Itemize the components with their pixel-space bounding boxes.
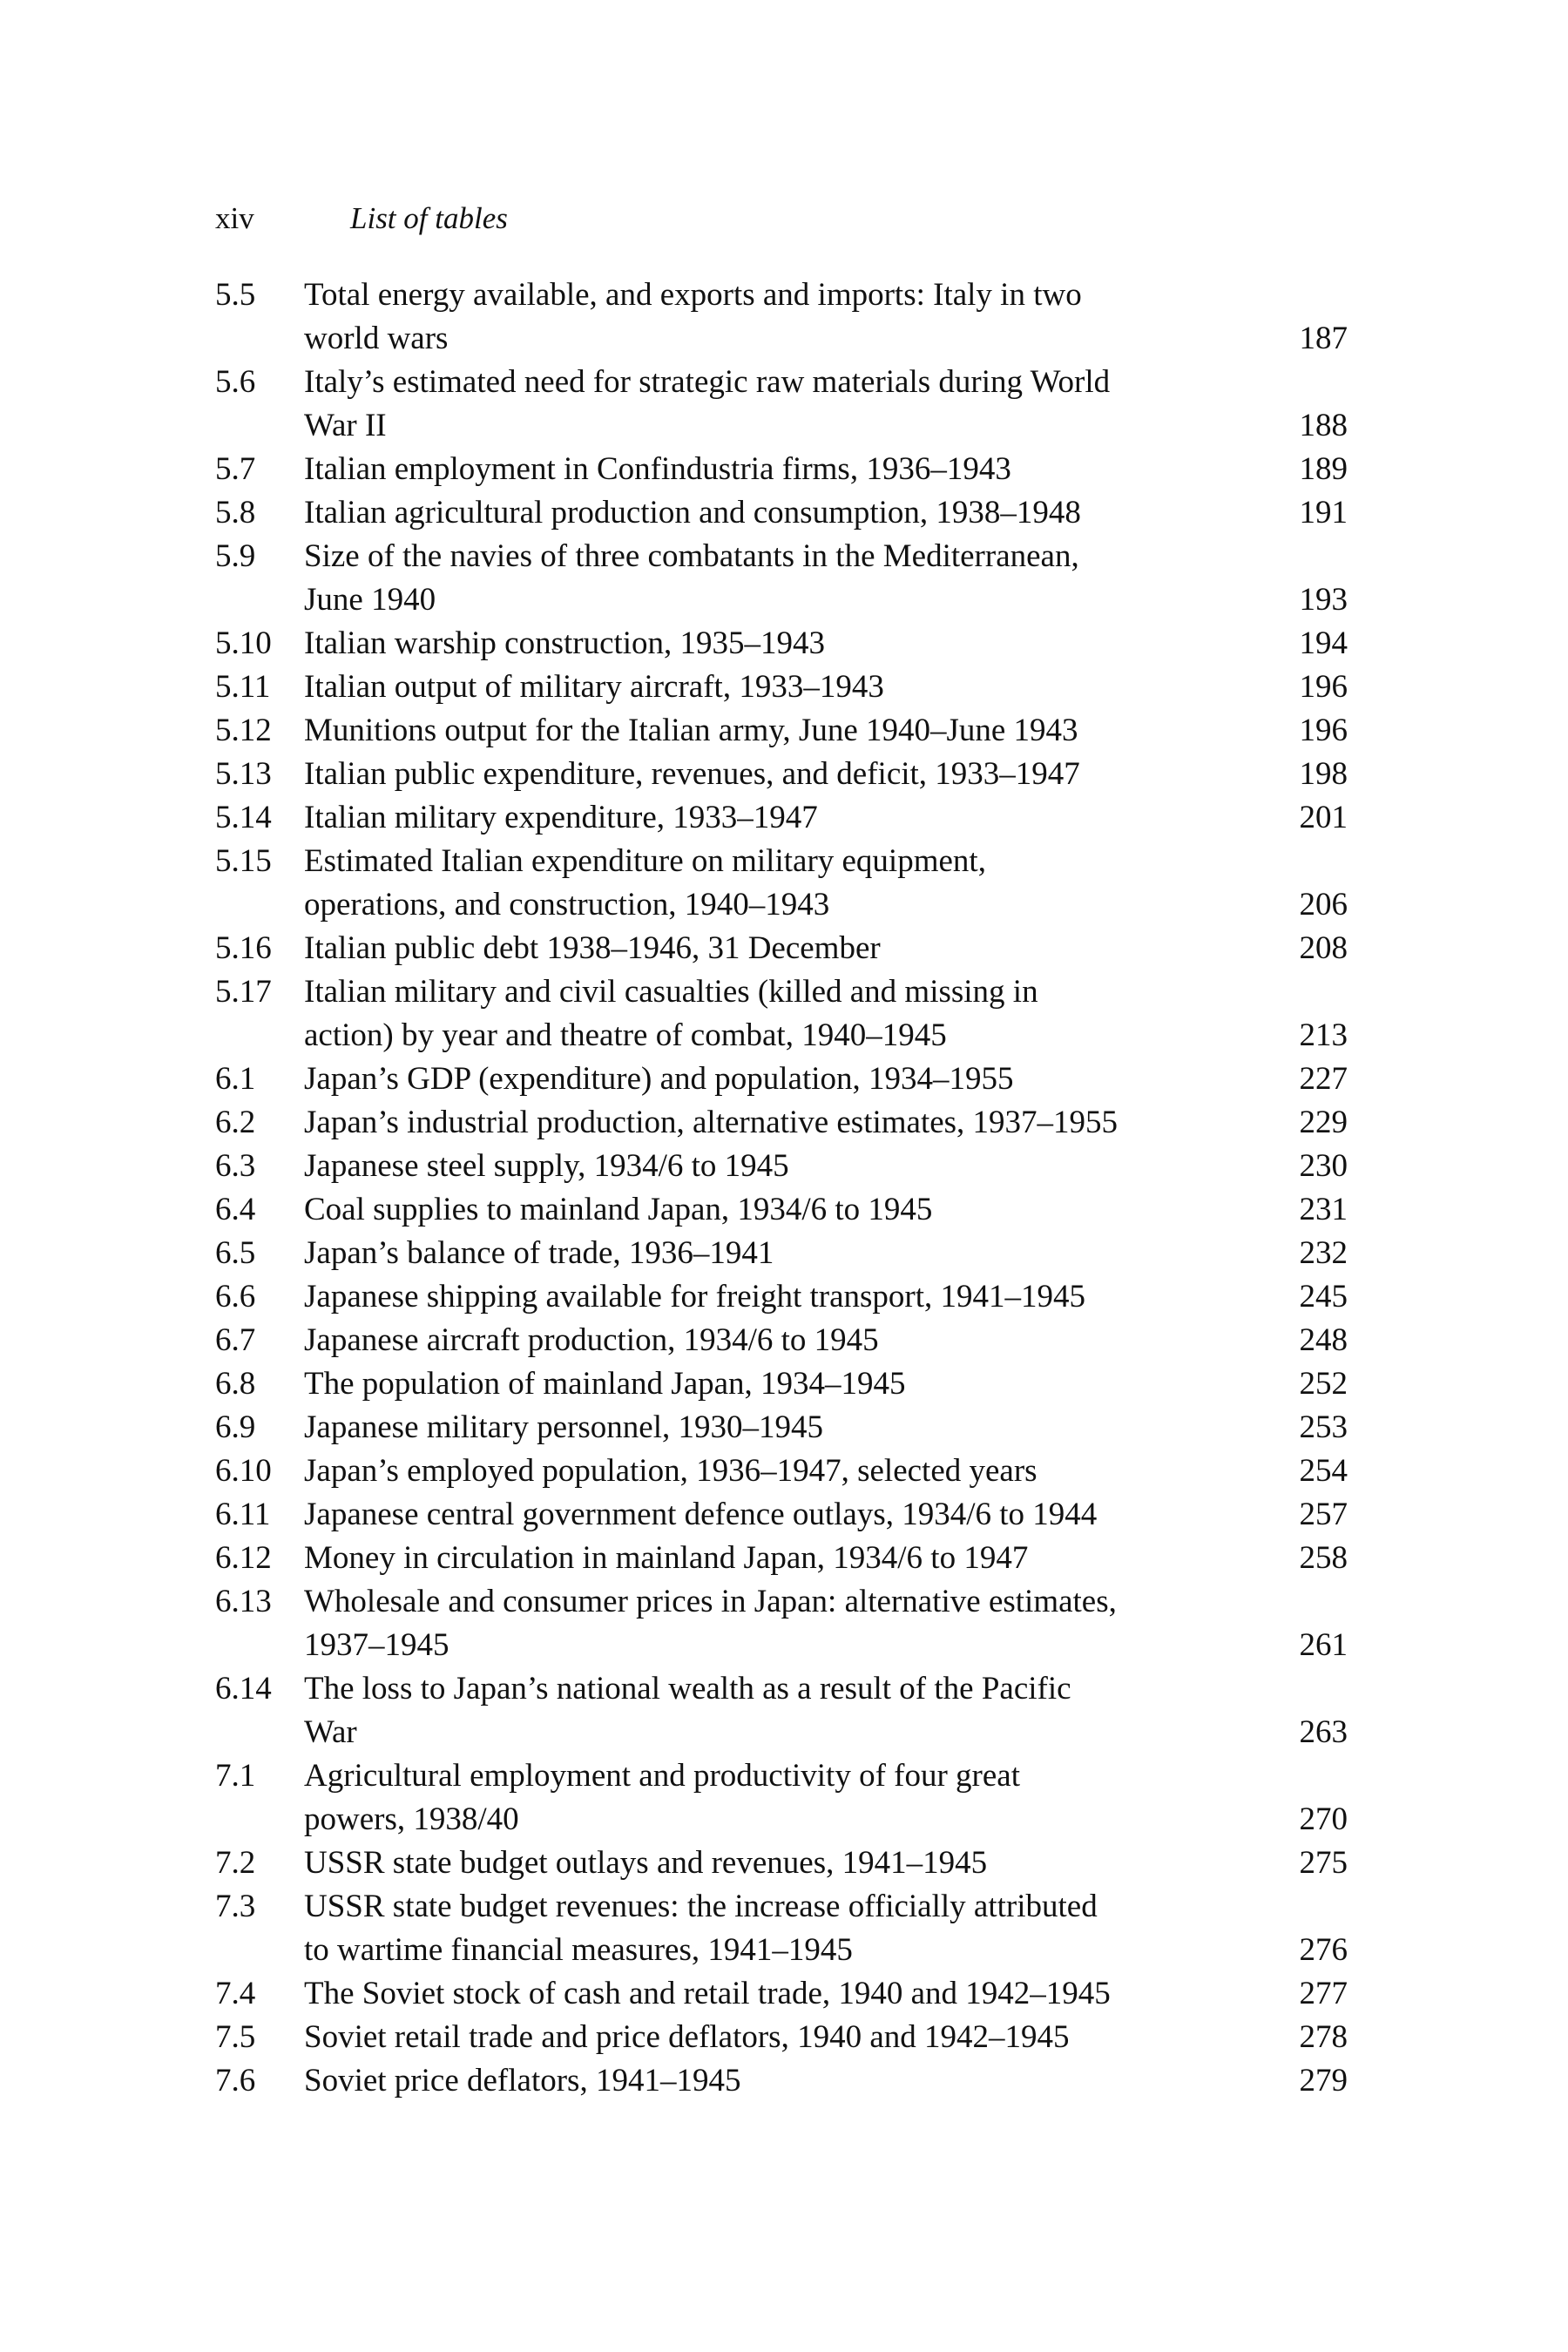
table-entry xyxy=(215,709,1348,753)
page-number: 189 xyxy=(1299,451,1348,487)
page-number: 270 xyxy=(1299,1801,1348,1837)
table-title-line: The Soviet stock of cash and retail trade, 1940 and 1942–1945 xyxy=(304,1976,1111,2011)
table-entry xyxy=(215,1275,1348,1319)
table-title-line: Japanese aircraft production, 1934/6 to 1945 xyxy=(304,1322,879,1358)
page-number: 257 xyxy=(1299,1497,1348,1532)
table-number: 6.14 xyxy=(215,1671,272,1707)
page-number: 196 xyxy=(1299,713,1348,748)
table-number: 6.3 xyxy=(215,1148,256,1184)
table-title-line: Italian output of military aircraft, 1933–1943 xyxy=(304,669,884,705)
table-title-line: USSR state budget outlays and revenues, 1941–1945 xyxy=(304,1845,988,1881)
table-entry xyxy=(215,1101,1348,1145)
page-number: 188 xyxy=(1299,408,1348,443)
table-entry xyxy=(215,796,1348,840)
table-number: 5.16 xyxy=(215,930,272,966)
table-entry xyxy=(215,448,1348,491)
table-title xyxy=(304,2059,1258,2103)
table-title xyxy=(304,1101,1258,1145)
page-number: 227 xyxy=(1299,1061,1348,1097)
table-title xyxy=(304,491,1258,535)
table-entry xyxy=(215,1188,1348,1232)
table-entry xyxy=(215,1493,1348,1537)
table-number: 5.10 xyxy=(215,625,272,661)
page-number: 213 xyxy=(1299,1017,1348,1053)
table-number: 7.5 xyxy=(215,2019,256,2055)
table-title xyxy=(304,1450,1258,1493)
table-entry xyxy=(215,1450,1348,1493)
table-entry xyxy=(215,1972,1348,2016)
table-title-line: Japanese central government defence outlays, 1934/6 to 1944 xyxy=(304,1497,1098,1532)
table-title-line: powers, 1938/40 xyxy=(304,1801,519,1837)
table-title-line: June 1940 xyxy=(304,582,436,618)
table-title xyxy=(304,753,1258,796)
table-number: 5.15 xyxy=(215,843,272,879)
page-number: 277 xyxy=(1299,1976,1348,2011)
table-title xyxy=(304,1406,1258,1450)
table-number: 7.6 xyxy=(215,2063,256,2099)
table-title xyxy=(304,361,1258,448)
page-number: 278 xyxy=(1299,2019,1348,2055)
table-title xyxy=(304,1972,1258,2016)
table-entry xyxy=(215,927,1348,970)
table-title xyxy=(304,666,1258,709)
table-title-line: to wartime financial measures, 1941–1945 xyxy=(304,1932,853,1968)
table-entry xyxy=(215,1362,1348,1406)
table-entry xyxy=(215,1145,1348,1188)
table-number: 6.1 xyxy=(215,1061,256,1097)
table-title xyxy=(304,1842,1258,1885)
table-title-line: Agricultural employment and productivity of four great xyxy=(304,1758,1020,1794)
table-title-line: Wholesale and consumer prices in Japan: alternative estimates, xyxy=(304,1584,1117,1619)
page-number: 208 xyxy=(1299,930,1348,966)
table-title xyxy=(304,1232,1258,1275)
page-number: 229 xyxy=(1299,1105,1348,1140)
table-number: 5.9 xyxy=(215,538,256,574)
table-title xyxy=(304,1145,1258,1188)
table-title xyxy=(304,2016,1258,2059)
page-number: 258 xyxy=(1299,1540,1348,1576)
table-entry xyxy=(215,2016,1348,2059)
table-title xyxy=(304,1275,1258,1319)
table-title-line: Italian agricultural production and consumption, 1938–1948 xyxy=(304,495,1081,531)
table-title-line: Italy’s estimated need for strategic raw materials during World xyxy=(304,364,1111,400)
table-title-line: The loss to Japan’s national wealth as a result of the Pacific xyxy=(304,1671,1071,1707)
page-number: 230 xyxy=(1299,1148,1348,1184)
page-number: 252 xyxy=(1299,1366,1348,1402)
table-number: 6.7 xyxy=(215,1322,256,1358)
table-entry xyxy=(215,274,1348,361)
table-title-line: Japanese military personnel, 1930–1945 xyxy=(304,1409,823,1445)
table-title xyxy=(304,1362,1258,1406)
table-title-line: Coal supplies to mainland Japan, 1934/6 to 1945 xyxy=(304,1192,933,1227)
table-number: 5.11 xyxy=(215,669,271,705)
table-title-line: War xyxy=(304,1714,357,1750)
table-number: 5.12 xyxy=(215,713,272,748)
table-entry xyxy=(215,970,1348,1058)
table-entry xyxy=(215,1058,1348,1101)
table-title xyxy=(304,709,1258,753)
table-title xyxy=(304,1885,1258,1972)
page-number: 187 xyxy=(1299,321,1348,356)
table-entry xyxy=(215,1580,1348,1667)
table-number: 6.9 xyxy=(215,1409,256,1445)
table-title-line: Munitions output for the Italian army, June 1940–June 1943 xyxy=(304,713,1078,748)
table-title-line: Japanese steel supply, 1934/6 to 1945 xyxy=(304,1148,789,1184)
table-title xyxy=(304,1493,1258,1537)
table-title-line: Italian public expenditure, revenues, and deficit, 1933–1947 xyxy=(304,756,1080,792)
table-title xyxy=(304,274,1258,361)
table-title-line: world wars xyxy=(304,321,449,356)
table-title xyxy=(304,1319,1258,1362)
table-title-line: War II xyxy=(304,408,387,443)
table-title xyxy=(304,927,1258,970)
table-entry xyxy=(215,840,1348,927)
table-title-line: USSR state budget revenues: the increase officially attributed xyxy=(304,1889,1098,1924)
page-number: 194 xyxy=(1299,625,1348,661)
table-number: 6.12 xyxy=(215,1540,272,1576)
page-number: 206 xyxy=(1299,887,1348,923)
table-title xyxy=(304,840,1258,927)
table-entry xyxy=(215,1667,1348,1754)
table-title xyxy=(304,1667,1258,1754)
table-number: 6.13 xyxy=(215,1584,272,1619)
page-number: 232 xyxy=(1299,1235,1348,1271)
table-number: 6.10 xyxy=(215,1453,272,1489)
table-title-line: Estimated Italian expenditure on military equipment, xyxy=(304,843,986,879)
table-number: 7.2 xyxy=(215,1845,256,1881)
table-entry xyxy=(215,753,1348,796)
table-entry xyxy=(215,622,1348,666)
table-title xyxy=(304,535,1258,622)
table-title xyxy=(304,622,1258,666)
table-number: 6.11 xyxy=(215,1497,271,1532)
table-entry xyxy=(215,1885,1348,1972)
page-folio: xiv xyxy=(215,201,254,235)
page-number: 276 xyxy=(1299,1932,1348,1968)
table-entry xyxy=(215,1754,1348,1842)
table-number: 5.6 xyxy=(215,364,256,400)
table-entry xyxy=(215,1232,1348,1275)
page-number: 193 xyxy=(1299,582,1348,618)
table-title xyxy=(304,1188,1258,1232)
table-title xyxy=(304,1754,1258,1842)
table-entry xyxy=(215,1537,1348,1580)
table-title xyxy=(304,1580,1258,1667)
table-title-line: Total energy available, and exports and imports: Italy in two xyxy=(304,277,1082,313)
table-title-line: Japanese shipping available for freight transport, 1941–1945 xyxy=(304,1279,1086,1315)
running-title: List of tables xyxy=(350,201,508,235)
page-number: 245 xyxy=(1299,1279,1348,1315)
table-entry xyxy=(215,1319,1348,1362)
table-number: 5.8 xyxy=(215,495,256,531)
table-number: 6.5 xyxy=(215,1235,256,1271)
page-number: 248 xyxy=(1299,1322,1348,1358)
table-title xyxy=(304,1058,1258,1101)
table-title-line: operations, and construction, 1940–1943 xyxy=(304,887,830,923)
list-of-tables xyxy=(215,274,1348,2103)
table-title-line: action) by year and theatre of combat, 1940–1945 xyxy=(304,1017,947,1053)
table-title xyxy=(304,796,1258,840)
table-title-line: Italian military and civil casualties (killed and missing in xyxy=(304,974,1038,1010)
table-number: 7.1 xyxy=(215,1758,256,1794)
table-entry xyxy=(215,2059,1348,2103)
page-number: 231 xyxy=(1299,1192,1348,1227)
table-title-line: Italian military expenditure, 1933–1947 xyxy=(304,800,818,835)
table-number: 6.2 xyxy=(215,1105,256,1140)
page-number: 196 xyxy=(1299,669,1348,705)
table-title-line: 1937–1945 xyxy=(304,1627,449,1663)
table-title-line: Italian warship construction, 1935–1943 xyxy=(304,625,826,661)
table-title-line: Soviet price deflators, 1941–1945 xyxy=(304,2063,741,2099)
table-number: 6.8 xyxy=(215,1366,256,1402)
table-number: 5.5 xyxy=(215,277,256,313)
table-title xyxy=(304,448,1258,491)
table-title-line: Italian public debt 1938–1946, 31 December xyxy=(304,930,881,966)
page-number: 261 xyxy=(1299,1627,1348,1663)
table-entry xyxy=(215,535,1348,622)
table-title-line: Japan’s employed population, 1936–1947, selected years xyxy=(304,1453,1037,1489)
page-number: 263 xyxy=(1299,1714,1348,1750)
table-number: 7.3 xyxy=(215,1889,256,1924)
table-title xyxy=(304,970,1258,1058)
page-number: 198 xyxy=(1299,756,1348,792)
page-number: 279 xyxy=(1299,2063,1348,2099)
table-title-line: Japan’s GDP (expenditure) and population, 1934–1955 xyxy=(304,1061,1014,1097)
table-title-line: Italian employment in Confindustria firms, 1936–1943 xyxy=(304,451,1011,487)
table-entry xyxy=(215,1406,1348,1450)
table-number: 5.7 xyxy=(215,451,256,487)
page-number: 201 xyxy=(1299,800,1348,835)
page-number: 254 xyxy=(1299,1453,1348,1489)
table-number: 5.17 xyxy=(215,974,272,1010)
table-title-line: Soviet retail trade and price deflators, 1940 and 1942–1945 xyxy=(304,2019,1070,2055)
table-title-line: The population of mainland Japan, 1934–1945 xyxy=(304,1366,906,1402)
page-number: 275 xyxy=(1299,1845,1348,1881)
table-entry xyxy=(215,666,1348,709)
table-entry xyxy=(215,361,1348,448)
page-number: 253 xyxy=(1299,1409,1348,1445)
table-number: 5.13 xyxy=(215,756,272,792)
table-entry xyxy=(215,491,1348,535)
page-number: 191 xyxy=(1299,495,1348,531)
table-number: 7.4 xyxy=(215,1976,256,2011)
table-title-line: Size of the navies of three combatants in the Mediterranean, xyxy=(304,538,1079,574)
table-title-line: Japan’s industrial production, alternative estimates, 1937–1955 xyxy=(304,1105,1119,1140)
table-entry xyxy=(215,1842,1348,1885)
table-title-line: Japan’s balance of trade, 1936–1941 xyxy=(304,1235,774,1271)
table-title-line: Money in circulation in mainland Japan, 1934/6 to 1947 xyxy=(304,1540,1029,1576)
table-title xyxy=(304,1537,1258,1580)
table-number: 6.6 xyxy=(215,1279,256,1315)
table-number: 6.4 xyxy=(215,1192,256,1227)
table-number: 5.14 xyxy=(215,800,272,835)
